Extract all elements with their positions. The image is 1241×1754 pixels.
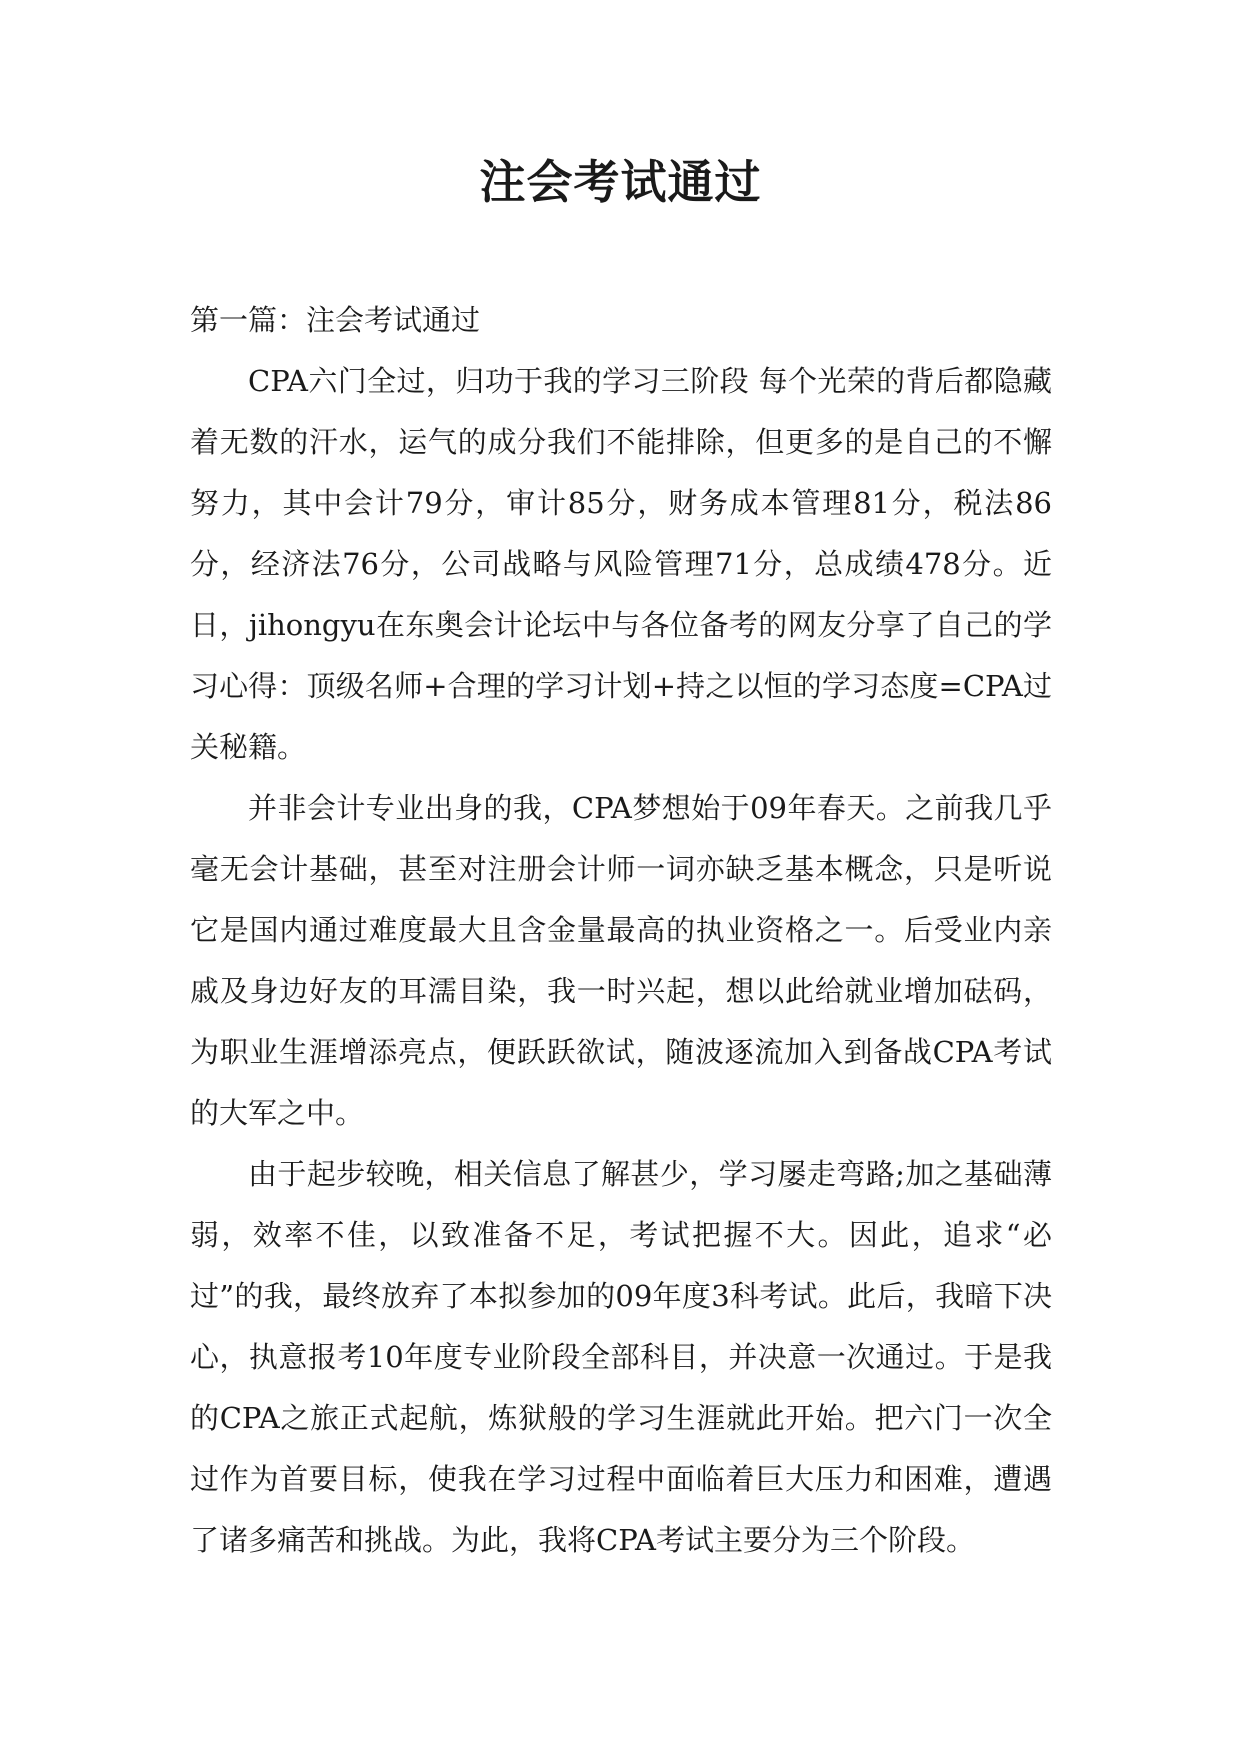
paragraph-1: CPA六门全过，归功于我的学习三阶段 每个光荣的背后都隐藏着无数的汗水，运气的成分我们不能排除，但更多的是自己的不懈努力，其中会计79分，审计85分，财务成本管理81分，税法86分，经济法76分，公司战略与风险管理71分，总成绩478分。近日，jihongyu在东奥会计论坛中与各位备考的网友分享了自己的学习心得：顶级名师+合理的学习计划+持之以恒的学习态度=CPA过关秘籍。: [190, 364, 1052, 764]
paragraph-3: 由于起步较晚，相关信息了解甚少，学习屡走弯路;加之基础薄弱，效率不佳，以致准备不足，考试把握不大。因此，追求“必过”的我，最终放弃了本拟参加的09年度3科考试。此后，我暗下决心，执意报考10年度专业阶段全部科目，并决意一次通过。于是我的CPA之旅正式起航，炼狱般的学习生涯就此开始。把六门一次全过作为首要目标，使我在学习过程中面临着巨大压力和困难，遭遇了诸多痛苦和挑战。为此，我将CPA考试主要分为三个阶段。: [190, 1157, 1052, 1557]
document-title: 注会考试通过: [479, 155, 762, 209]
document-body: [190, 290, 1052, 1571]
section-heading: 第一篇：注会考试通过: [190, 303, 481, 337]
paragraph-2: 并非会计专业出身的我，CPA梦想始于09年春天。之前我几乎毫无会计基础，甚至对注册会计师一词亦缺乏基本概念，只是听说它是国内通过难度最大且含金量最高的执业资格之一。后受业内亲戚及身边好友的耳濡目染，我一时兴起，想以此给就业增加砝码，为职业生涯增添亮点，便跃跃欲试，随波逐流加入到备战CPA考试的大军之中。: [190, 791, 1052, 1130]
